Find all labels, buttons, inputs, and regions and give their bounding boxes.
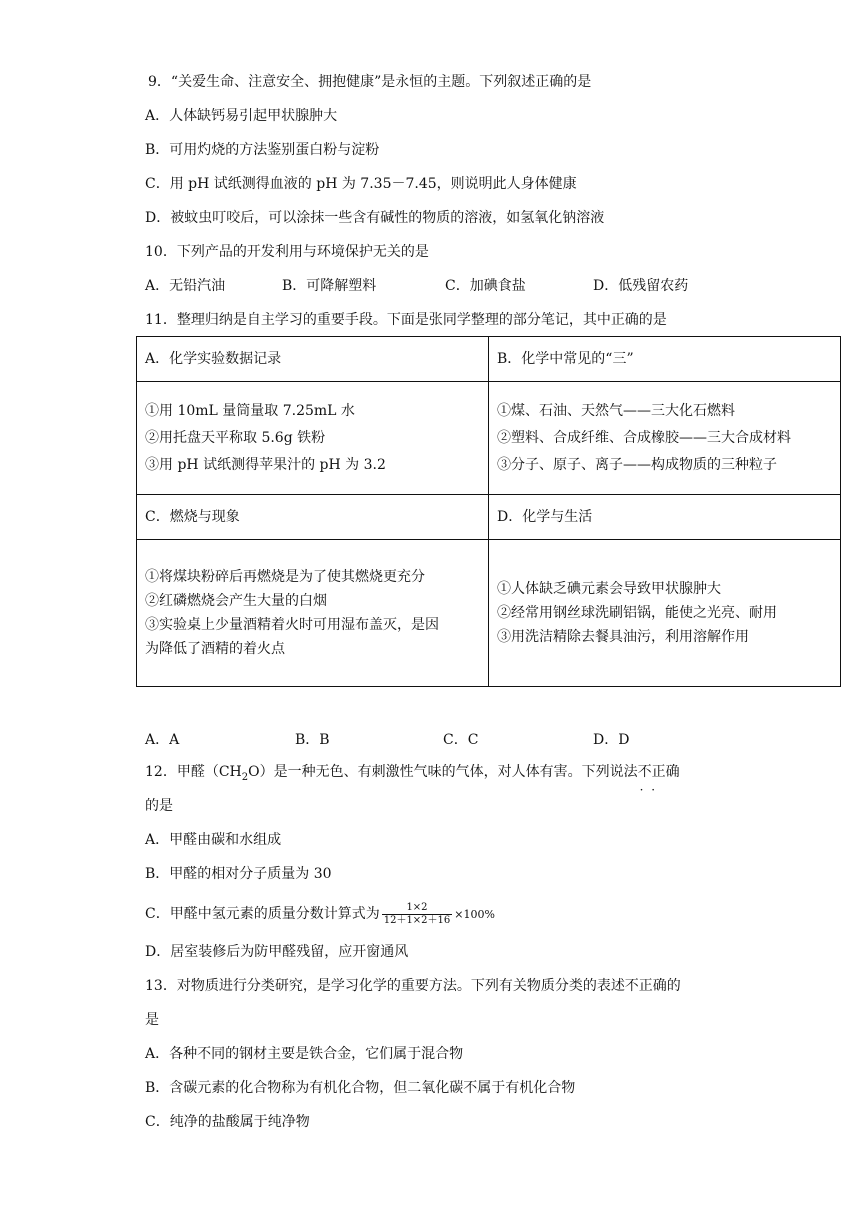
q10-option-c: C．加碘食盐 — [445, 278, 526, 294]
q11-notes-table — [136, 336, 841, 687]
q11-c-item: ①将煤块粉碎后再燃烧是为了使其燃烧更充分 — [145, 569, 425, 585]
q11-c-item: 为降低了酒精的着火点 — [145, 641, 285, 657]
q10-option-a: A．无铅汽油 — [145, 278, 226, 294]
q11-b-item: ③分子、原子、离子——构成物质的三种粒子 — [497, 457, 777, 473]
q11-b-item: ①煤、石油、天然气——三大化石燃料 — [497, 403, 735, 419]
q11-d-item: ①人体缺乏碘元素会导致甲状腺肿大 — [497, 581, 721, 597]
q12-stem-emphasis: 不正确 · · — [638, 764, 680, 780]
q12-option-b: B．甲醛的相对分子质量为 30 — [145, 866, 332, 882]
q11-c-item: ②红磷燃烧会产生大量的白烟 — [145, 593, 327, 609]
q12-stem-continued: 的是 — [145, 798, 173, 814]
q13-stem: 13．对物质进行分类研究，是学习化学的重要方法。下列有关物质分类的表述不正确的 — [145, 978, 681, 994]
q12-option-c-text: C．甲醛中氢元素的质量分数计算式为 — [145, 906, 380, 922]
q12-stem-subscript: 2 — [241, 771, 249, 783]
q9-option-b: B．可用灼烧的方法鉴别蛋白粉与淀粉 — [145, 142, 380, 158]
q11-b-item: ②塑料、合成纤维、合成橡胶——三大合成材料 — [497, 430, 791, 446]
q11-cell-d-body — [489, 540, 841, 687]
q9-option-c: C．用 pH 试纸测得血液的 pH 为 7.35－7.45，则说明此人身体健康 — [145, 176, 577, 192]
q11-option-c: C．C — [443, 732, 479, 748]
q11-cell-d-head: D．化学与生活 — [489, 495, 841, 540]
q11-d-item: ③用洗洁精除去餐具油污，利用溶解作用 — [497, 629, 749, 645]
q12-option-c — [145, 898, 495, 931]
q12-option-a: A．甲醛由碳和水组成 — [145, 832, 282, 848]
q9-option-d: D．被蚊虫叮咬后，可以涂抹一些含有碱性的物质的溶液，如氢氧化钠溶液 — [145, 210, 605, 226]
q12-fraction-denominator: 12＋1×2＋16 — [383, 914, 451, 926]
q10-option-b: B．可降解塑料 — [282, 278, 377, 294]
q11-option-b: B．B — [295, 732, 330, 748]
q12-fraction — [382, 902, 453, 927]
q12-option-d: D．居室装修后为防甲醛残留，应开窗通风 — [145, 944, 409, 960]
q9-stem: 9．“关爱生命、注意安全、拥抱健康”是永恒的主题。下列叙述正确的是 — [148, 74, 592, 90]
q12-fraction-numerator: 1×2 — [382, 902, 453, 915]
q11-cell-b-head: B．化学中常见的“三” — [489, 337, 841, 382]
q9-option-a: A．人体缺钙易引起甲状腺肿大 — [145, 108, 338, 124]
q13-option-b: B．含碳元素的化合物称为有机化合物，但二氧化碳不属于有机化合物 — [145, 1080, 576, 1096]
q11-d-item: ②经常用钢丝球洗刷铝锅，能使之光亮、耐用 — [497, 605, 777, 621]
q10-option-d: D．低残留农药 — [593, 278, 689, 294]
q10-stem: 10．下列产品的开发利用与环境保护无关的是 — [145, 244, 429, 260]
q12-option-c-percent: ×100% — [454, 908, 495, 921]
q11-cell-c-head: C．燃烧与现象 — [137, 495, 489, 540]
q13-stem-continued: 是 — [145, 1012, 159, 1028]
q11-c-item: ③实验桌上少量酒精着火时可用湿布盖灭，是因 — [145, 617, 439, 633]
q11-option-d: D．D — [593, 732, 630, 748]
q12-stem-prefix: 12．甲醛（CH — [145, 764, 242, 780]
q11-a-item: ②用托盘天平称取 5.6g 铁粉 — [145, 430, 326, 446]
q13-option-a: A．各种不同的钢材主要是铁合金，它们属于混合物 — [145, 1046, 464, 1062]
q13-option-c: C．纯净的盐酸属于纯净物 — [145, 1114, 310, 1130]
q12-stem — [145, 762, 680, 788]
q11-cell-c-body — [137, 540, 489, 687]
q11-cell-b-body — [489, 382, 841, 495]
q11-a-item: ①用 10mL 量筒量取 7.25mL 水 — [145, 403, 355, 419]
q12-stem-middle: O）是一种无色、有刺激性气味的气体，对人体有害。下列说法 — [248, 764, 638, 780]
q11-stem: 11．整理归纳是自主学习的重要手段。下面是张同学整理的部分笔记，其中正确的是 — [145, 312, 667, 328]
q11-cell-a-body — [137, 382, 489, 495]
q11-a-item: ③用 pH 试纸测得苹果汁的 pH 为 3.2 — [145, 457, 386, 473]
q11-option-a: A．A — [145, 732, 180, 748]
q11-cell-a-head: A．化学实验数据记录 — [137, 337, 489, 382]
